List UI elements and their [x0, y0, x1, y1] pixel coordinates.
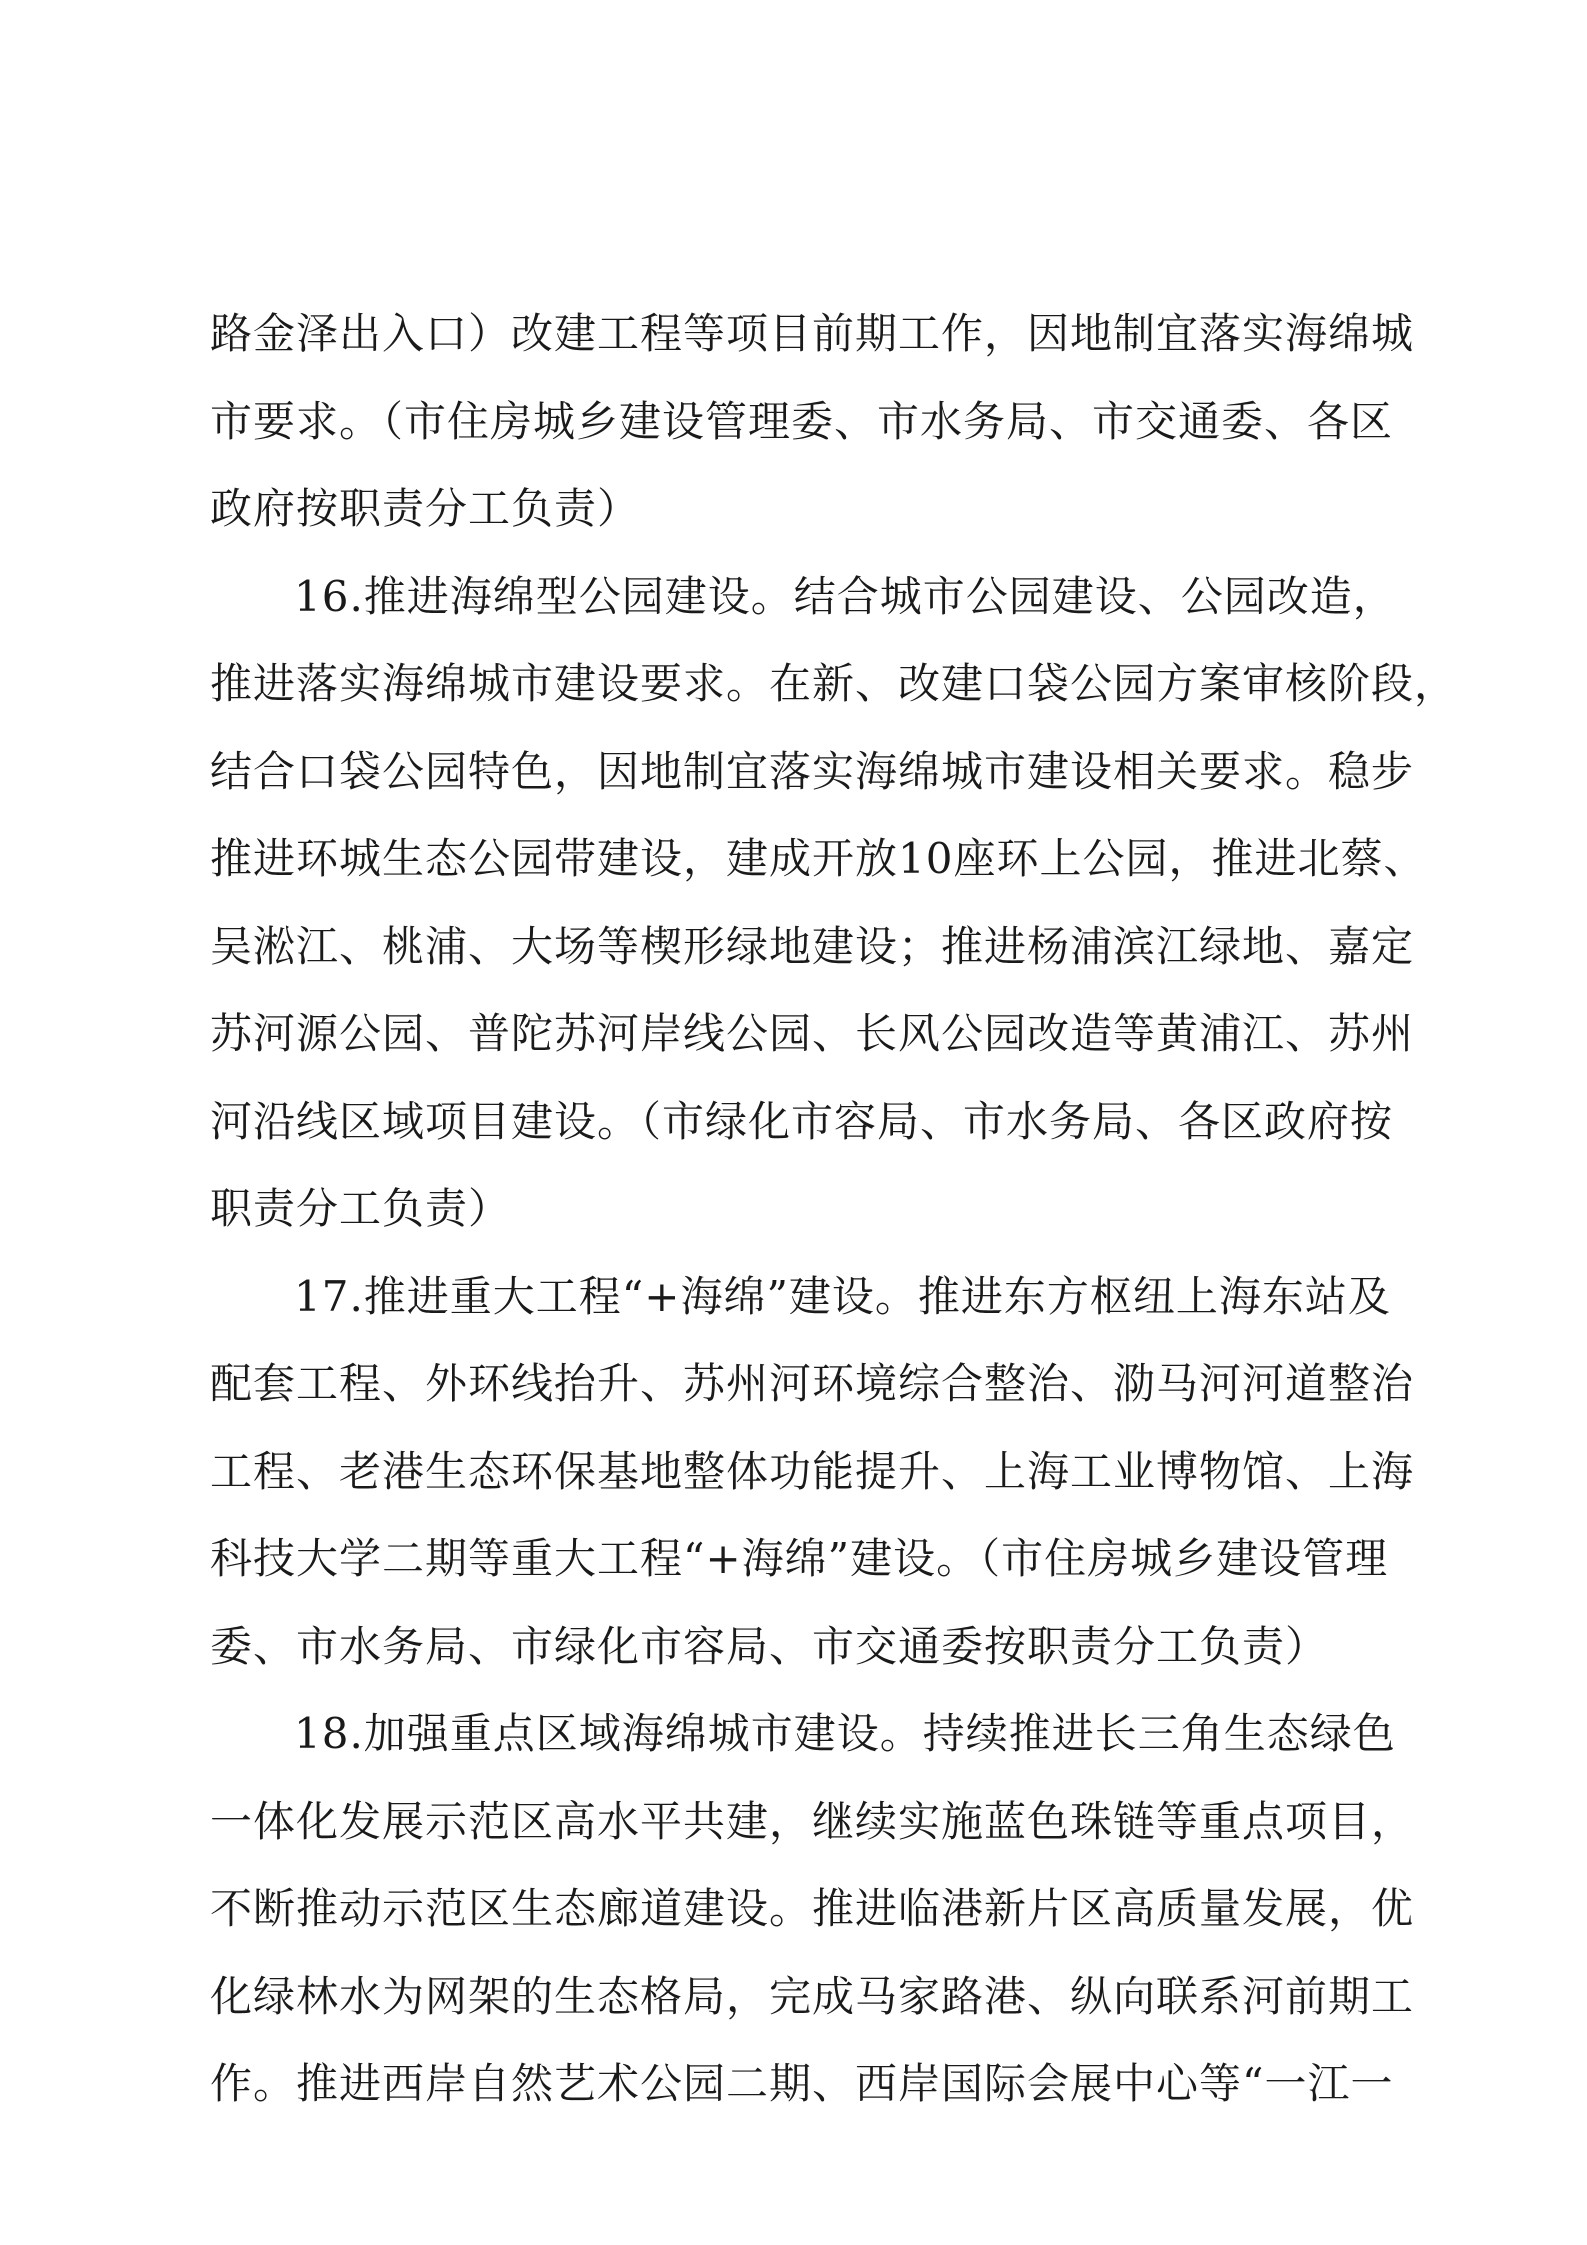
text-line: 不断推动示范区生态廊道建设。推进临港新片区高质量发展，优	[210, 1884, 1415, 1933]
text-line: 工程、老港生态环保基地整体功能提升、上海工业博物馆、上海	[210, 1446, 1415, 1496]
text-line: 市要求。（市住房城乡建设管理委、市水务局、市交通委、各区	[210, 396, 1394, 446]
text-line: 18.加强重点区域海绵城市建设。持续推进长三角生态绿色	[294, 1709, 1396, 1758]
text-line: 结合口袋公园特色，因地制宜落实海绵城市建设相关要求。稳步	[210, 746, 1415, 796]
text-line: 科技大学二期等重大工程“+海绵”建设。（市住房城乡建设管理	[210, 1534, 1389, 1583]
text-line: 路金泽出入口）改建工程等项目前期工作，因地制宜落实海绵城	[210, 309, 1415, 358]
text-line: 吴淞江、桃浦、大场等楔形绿地建设；推进杨浦滨江绿地、嘉定	[210, 921, 1415, 971]
text-line: 作。推进西岸自然艺术公园二期、西岸国际会展中心等“一江一	[210, 2059, 1394, 2108]
paragraph-item-17	[210, 1253, 1415, 1691]
text-line: 配套工程、外环线抬升、苏州河环境综合整治、泐马河河道整治	[210, 1359, 1415, 1408]
paragraph-item-18	[210, 1690, 1415, 2128]
text-line: 化绿林水为网架的生态格局，完成马家路港、纵向联系河前期工	[210, 1971, 1415, 2021]
text-line: 推进落实海绵城市建设要求。在新、改建口袋公园方案审核阶段，	[210, 659, 1458, 708]
text-line: 推进环城生态公园带建设，建成开放10座环上公园，推进北蔡、	[210, 834, 1427, 883]
text-line: 16.推进海绵型公园建设。结合城市公园建设、公园改造，	[294, 571, 1396, 621]
text-line: 职责分工负责）	[210, 1184, 512, 1233]
text-line: 委、市水务局、市绿化市容局、市交通委按职责分工负责）	[210, 1621, 1329, 1671]
text-line: 河沿线区域项目建设。（市绿化市容局、市水务局、各区政府按	[210, 1096, 1394, 1146]
paragraph-continuation	[210, 290, 1415, 553]
text-line: 苏河源公园、普陀苏河岸线公园、长风公园改造等黄浦江、苏州	[210, 1009, 1415, 1058]
paragraph-item-16	[210, 553, 1458, 1253]
text-line: 政府按职责分工负责）	[210, 484, 641, 533]
text-line: 17.推进重大工程“+海绵”建设。推进东方枢纽上海东站及	[294, 1271, 1391, 1321]
body-text	[210, 290, 1458, 2128]
text-line: 一体化发展示范区高水平共建，继续实施蓝色珠链等重点项目，	[210, 1796, 1415, 1846]
